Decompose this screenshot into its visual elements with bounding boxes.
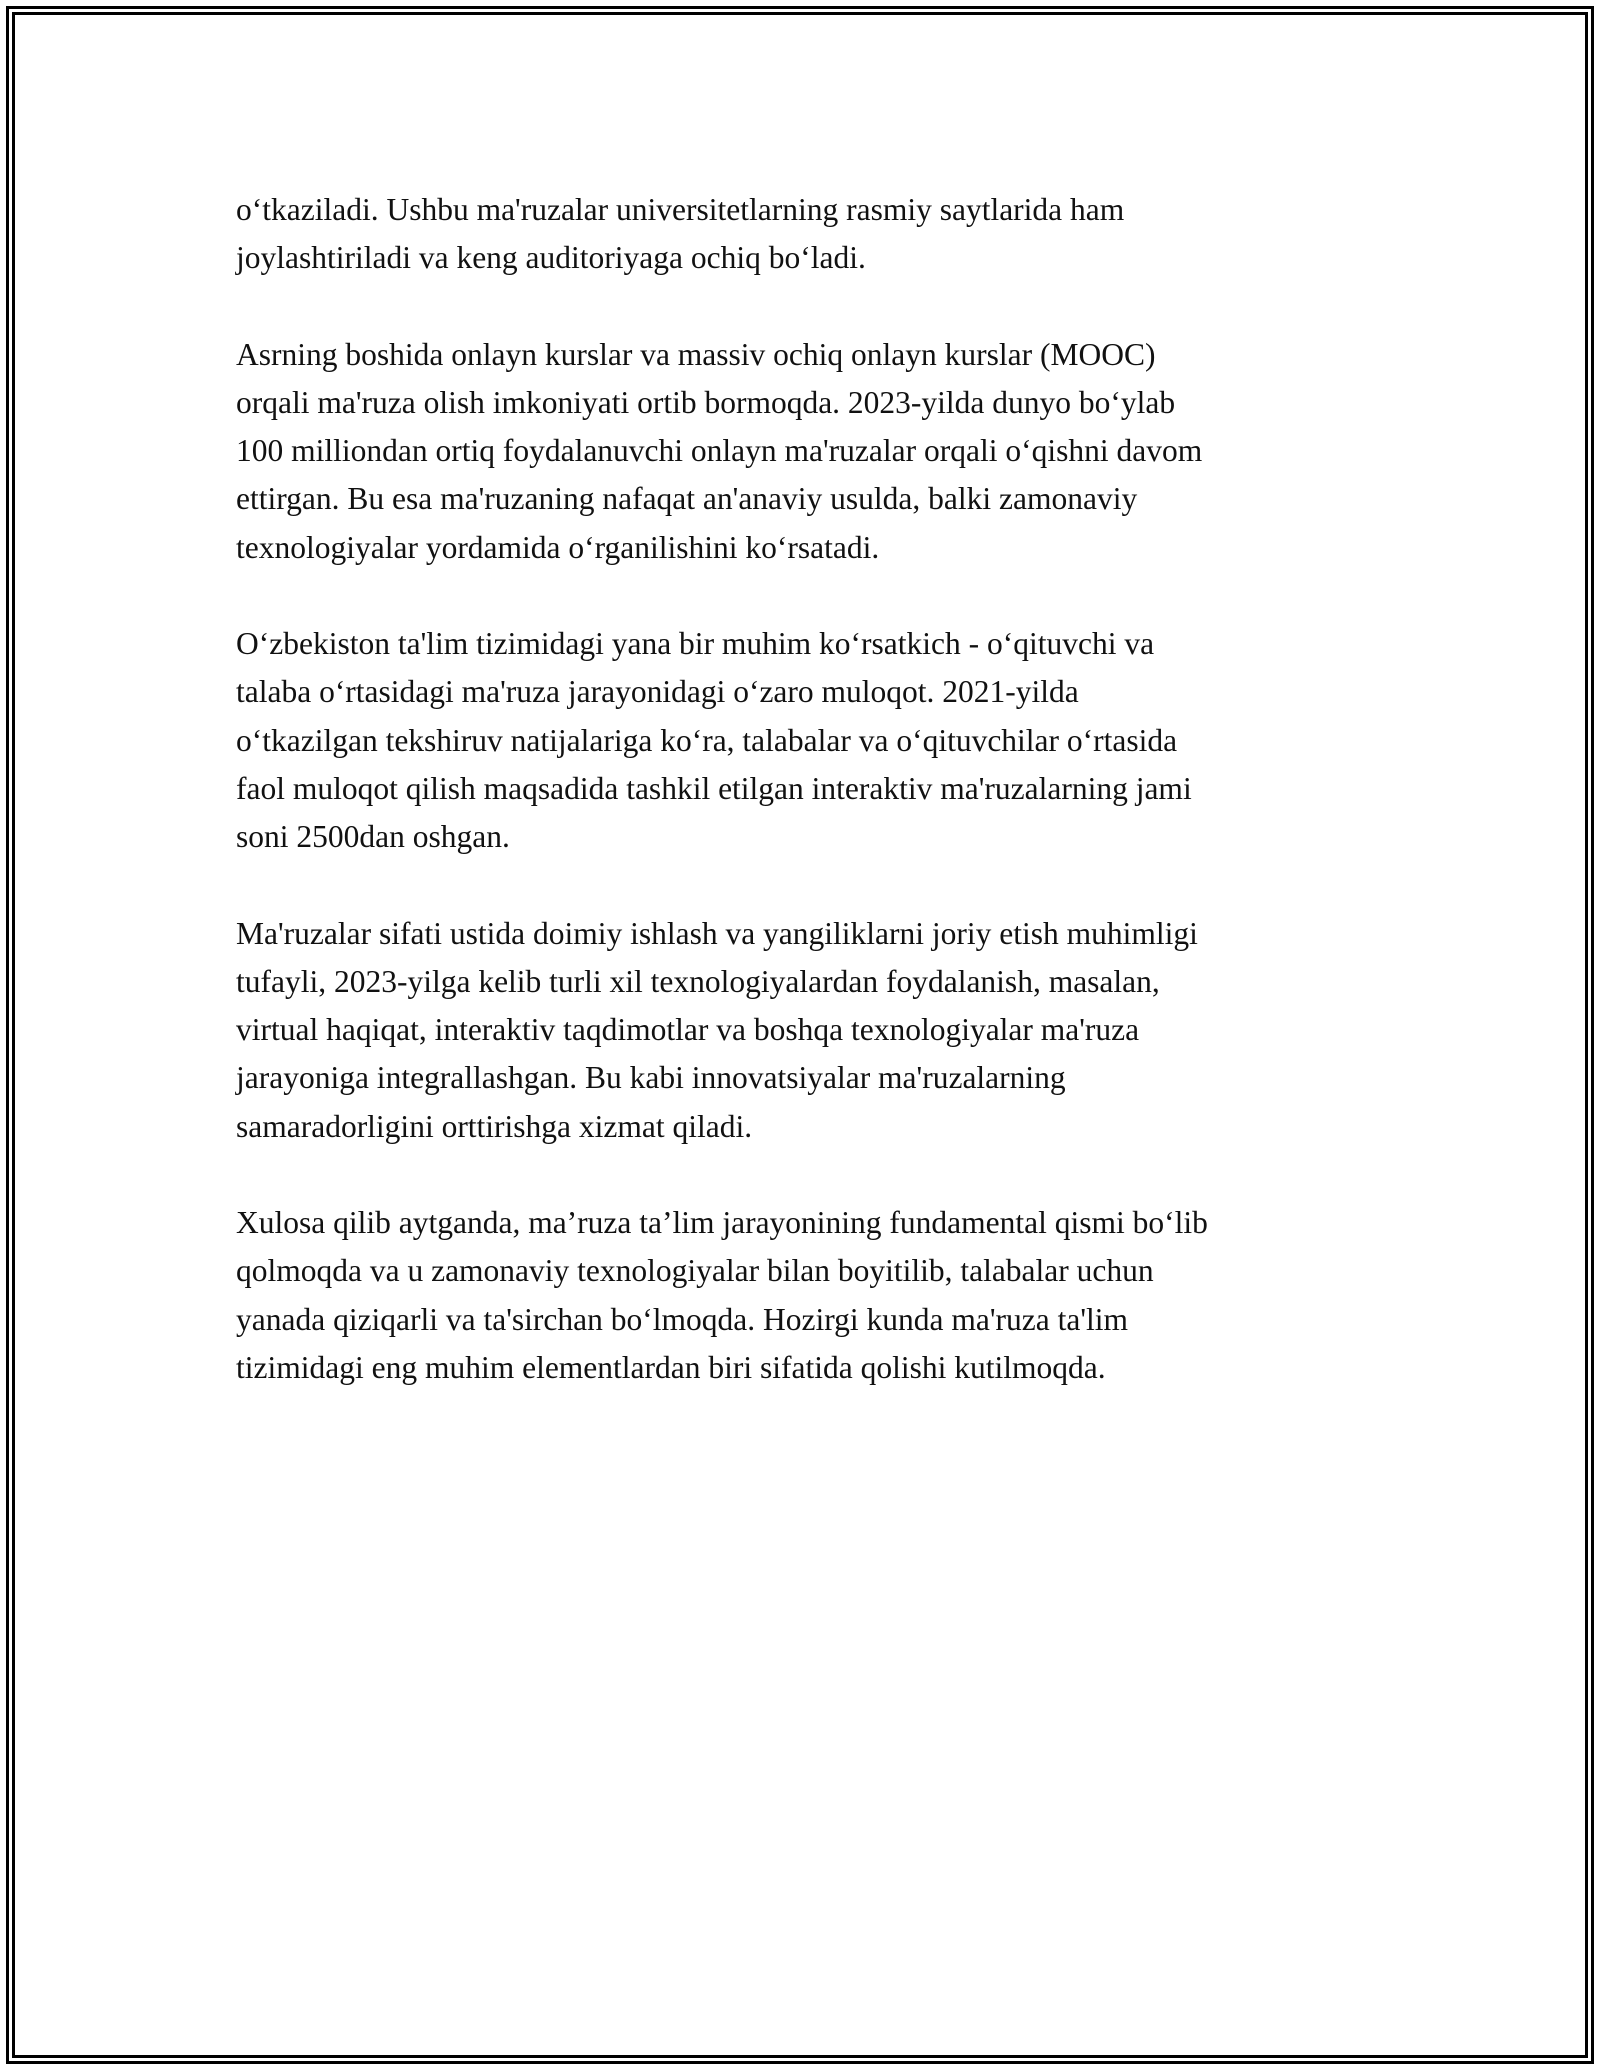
page-body: [236, 186, 1376, 1440]
paragraph-3: O‘zbekiston ta'lim tizimidagi yana bir muhim ko‘rsatkich - o‘qituvchi va talaba o‘rtasidagi ma'ruza jarayonidagi o‘zaro muloqot. 2021-yilda o‘tkazilgan tekshiruv natijalariga ko‘ra, talabalar va o‘qituvchilar o‘rtasida faol muloqot qilish maqsadida tashkil etilgan interaktiv ma'ruzalarning jami soni 2500dan oshgan.: [236, 626, 1192, 855]
paragraph-4: Ma'ruzalar sifati ustida doimiy ishlash va yangiliklarni joriy etish muhimligi tufayli, 2023-yilga kelib turli xil texnologiyalardan foydalanish, masalan, virtual haqiqat, interaktiv taqdimotlar va boshqa texnologiyalar ma'ruza jarayoniga integrallashgan. Bu kabi innovatsiyalar ma'ruzalarning samaradorligini orttirishga xizmat qiladi.: [236, 915, 1198, 1144]
paragraph-5: Xulosa qilib aytganda, ma’ruza ta’lim jarayonining fundamental qismi bo‘lib qolmoqda va u zamonaviy texnologiyalar bilan boyitilib, talabalar uchun yanada qiziqarli va ta'sirchan bo‘lmoqda. Hozirgi kunda ma'ruza ta'lim tizimidagi eng muhim elementlardan biri sifatida qolishi kutilmoqda.: [236, 1205, 1208, 1385]
paragraph-1: o‘tkaziladi. Ushbu ma'ruzalar universitetlarning rasmiy saytlarida ham joylashtiriladi va keng auditoriyaga ochiq bo‘ladi.: [236, 192, 1125, 276]
paragraph-2: Asrning boshida onlayn kurslar va massiv ochiq onlayn kurslar (MOOC) orqali ma'ruza olish imkoniyati ortib bormoqda. 2023-yilda dunyo bo‘ylab 100 milliondan ortiq foydalanuvchi onlayn ma'ruzalar orqali o‘qishni davom ettirgan. Bu esa ma'ruzaning nafaqat an'anaviy usulda, balki zamonaviy texnologiyalar yordamida o‘rganilishini ko‘rsatadi.: [236, 336, 1203, 565]
